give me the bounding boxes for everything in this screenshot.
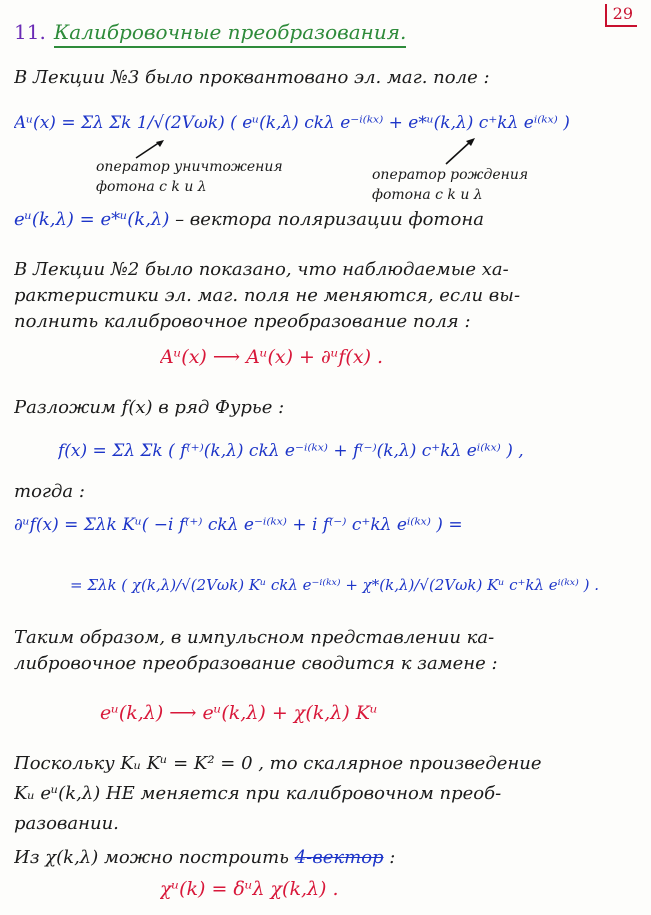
note-annihilation-operator: оператор уничтожения: [96, 159, 283, 175]
gauge-transform-formula: Aᵘ(x) ⟶ Aᵘ(x) + ∂ᵘf(x) .: [160, 346, 384, 368]
text-line-12-end: :: [383, 847, 396, 868]
note-creation-photon: фотона с k и λ: [372, 187, 483, 203]
polarization-text: – вектора поляризации фотона: [169, 209, 484, 230]
text-line-12-start: Из χ(k,λ) можно построить: [14, 847, 295, 868]
text-line-2: В Лекции №2 было показано, что наблюдаемые ха-: [14, 259, 509, 280]
note-annihilation-photon: фотона с k и λ: [96, 179, 207, 195]
text-line-1: В Лекции №3 было проквантовано эл. маг. поле :: [14, 67, 490, 88]
fourier-expansion-formula: f(x) = Σλ Σk ( f⁽⁺⁾(k,λ) ckλ e⁻ⁱ⁽ᵏˣ⁾ + f⁽⁻⁾(k,λ) c⁺kλ eⁱ⁽ᵏˣ⁾ ) ,: [58, 441, 524, 461]
polarization-line: [14, 208, 634, 232]
section-title-text: Калибровочные преобразования.: [54, 20, 407, 48]
page-number: 29: [605, 4, 637, 27]
chi-four-vector-formula: χᵘ(k) = δᵘλ χ(k,λ) .: [160, 878, 339, 900]
text-line-4: полнить калибровочное преобразование поля :: [14, 311, 471, 332]
gradient-chi-formula: = Σλk ( χ(k,λ)/√(2Vωk) Kᵘ ckλ e⁻ⁱ⁽ᵏˣ⁾ + χ*(k,λ)/√(2Vωk) Kᵘ c⁺kλ eⁱ⁽ᵏˣ⁾ ) .: [70, 576, 599, 594]
text-line-3: рактеристики эл. маг. поля не меняются, если вы-: [14, 285, 521, 306]
text-line-8: либровочное преобразование сводится к замене :: [14, 653, 498, 674]
text-line-5: Разложим f(x) в ряд Фурье :: [14, 397, 285, 418]
gradient-formula: ∂ᵘf(x) = Σλk Kᵘ( −i f⁽⁺⁾ ckλ e⁻ⁱ⁽ᵏˣ⁾ + i f⁽⁻⁾ c⁺kλ eⁱ⁽ᵏˣ⁾ ) =: [14, 515, 463, 535]
polarization-substitution-formula: eᵘ(k,λ) ⟶ eᵘ(k,λ) + χ(k,λ) Kᵘ: [100, 702, 378, 724]
note-creation-operator: оператор рождения: [372, 167, 529, 183]
four-vector-label: 4-вектор: [294, 847, 384, 868]
section-title: [14, 20, 406, 44]
section-number: 11.: [14, 20, 46, 44]
text-line-11: разовании.: [14, 813, 119, 834]
text-line-12: [14, 846, 634, 870]
text-line-7: Таким образом, в импульсном представлении ка-: [14, 627, 495, 648]
text-line-10: Kᵤ eᵘ(k,λ) НЕ меняется при калибровочном преоб-: [14, 783, 502, 804]
text-line-6: тогда :: [14, 481, 85, 502]
field-expansion-formula: Aᵘ(x) = Σλ Σk 1/√(2Vωk) ( eᵘ(k,λ) ckλ e⁻ⁱ⁽ᵏˣ⁾ + e*ᵘ(k,λ) c⁺kλ eⁱ⁽ᵏˣ⁾ ): [14, 113, 570, 133]
text-line-9: Поскольку Kᵤ Kᵘ = K² = 0 , то скалярное произведение: [14, 753, 542, 774]
polarization-formula: eᵘ(k,λ) = e*ᵘ(k,λ): [14, 209, 170, 230]
arrow-annihilation-icon: [130, 138, 170, 160]
arrow-creation-icon: [440, 136, 480, 166]
